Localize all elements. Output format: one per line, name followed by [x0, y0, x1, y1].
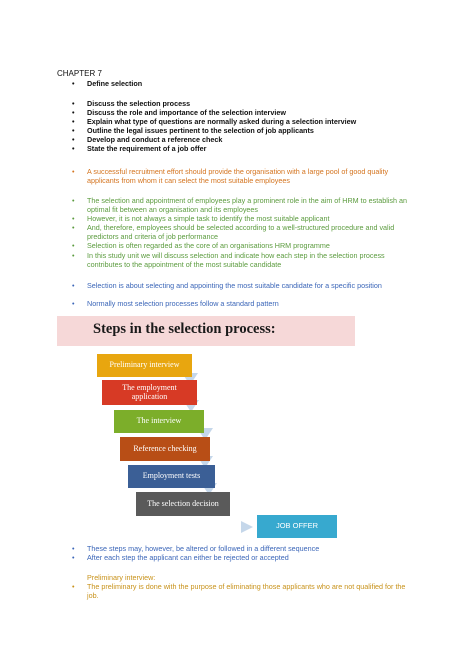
objective-item: • Develop and conduct a reference check — [72, 135, 356, 144]
intro-paragraph — [72, 167, 412, 185]
step-job-offer: JOB OFFER — [257, 515, 337, 538]
objective-item: • Outline the legal issues pertinent to the selection of job applicants — [72, 126, 356, 135]
step-employment-tests: Employment tests — [128, 465, 215, 488]
overview-item: • The selection and appointment of employees play a prominent role in the aim of HRM to establish an optimal fit between an organisation and its employees — [72, 196, 412, 214]
sequence-note: • These steps may, however, be altered or followed in a different sequence — [72, 544, 412, 553]
chapter-heading: CHAPTER 7 — [57, 69, 102, 78]
sequence-notes-list — [72, 544, 412, 562]
overview-item: • In this study unit we will discuss selection and indicate how each step in the selection process contributes to the appointment of the most suitable candidate — [72, 251, 412, 269]
step-preliminary-interview: Preliminary interview — [97, 354, 192, 377]
step-employment-application: The employment application — [102, 380, 197, 405]
preliminary-description — [72, 582, 412, 600]
standard-pattern-point — [72, 299, 412, 308]
objective-item: • Discuss the role and importance of the selection interview — [72, 108, 356, 117]
selection-overview-list — [72, 196, 412, 269]
objective-item: • State the requirement of a job offer — [72, 144, 356, 153]
objectives-list-first — [72, 79, 142, 88]
pattern-item: • Normally most selection processes follow a standard pattern — [72, 299, 412, 308]
preliminary-text: • The preliminary is done with the purpose of eliminating those applicants who are not qualified for the job. — [72, 582, 412, 600]
overview-item: • And, therefore, employees should be selected according to a well-structured procedure and valid predictors and criteria of job performance — [72, 223, 412, 241]
diagram-title: Steps in the selection process: — [93, 321, 276, 337]
right-arrow-icon — [241, 521, 253, 533]
definition-point — [72, 281, 412, 290]
step-selection-decision: The selection decision — [136, 492, 230, 516]
definition-item: • Selection is about selecting and appointing the most suitable candidate for a specific position — [72, 281, 412, 290]
objectives-list — [72, 99, 356, 154]
preliminary-heading: Preliminary interview: — [87, 573, 156, 582]
objective-item: • Explain what type of questions are normally asked during a selection interview — [72, 117, 356, 126]
overview-item: • However, it is not always a simple task to identify the most suitable applicant — [72, 214, 412, 223]
objective-item: • Discuss the selection process — [72, 99, 356, 108]
objective-item: • Define selection — [72, 79, 142, 88]
overview-item: • Selection is often regarded as the core of an organisations HRM programme — [72, 241, 412, 250]
step-interview: The interview — [114, 410, 204, 433]
step-reference-checking: Reference checking — [120, 437, 210, 461]
sequence-note: • After each step the applicant can either be rejected or accepted — [72, 553, 412, 562]
intro-text: • A successful recruitment effort should provide the organisation with a large pool of good quality applicants from whom it can select the most suitable employees — [72, 167, 412, 185]
